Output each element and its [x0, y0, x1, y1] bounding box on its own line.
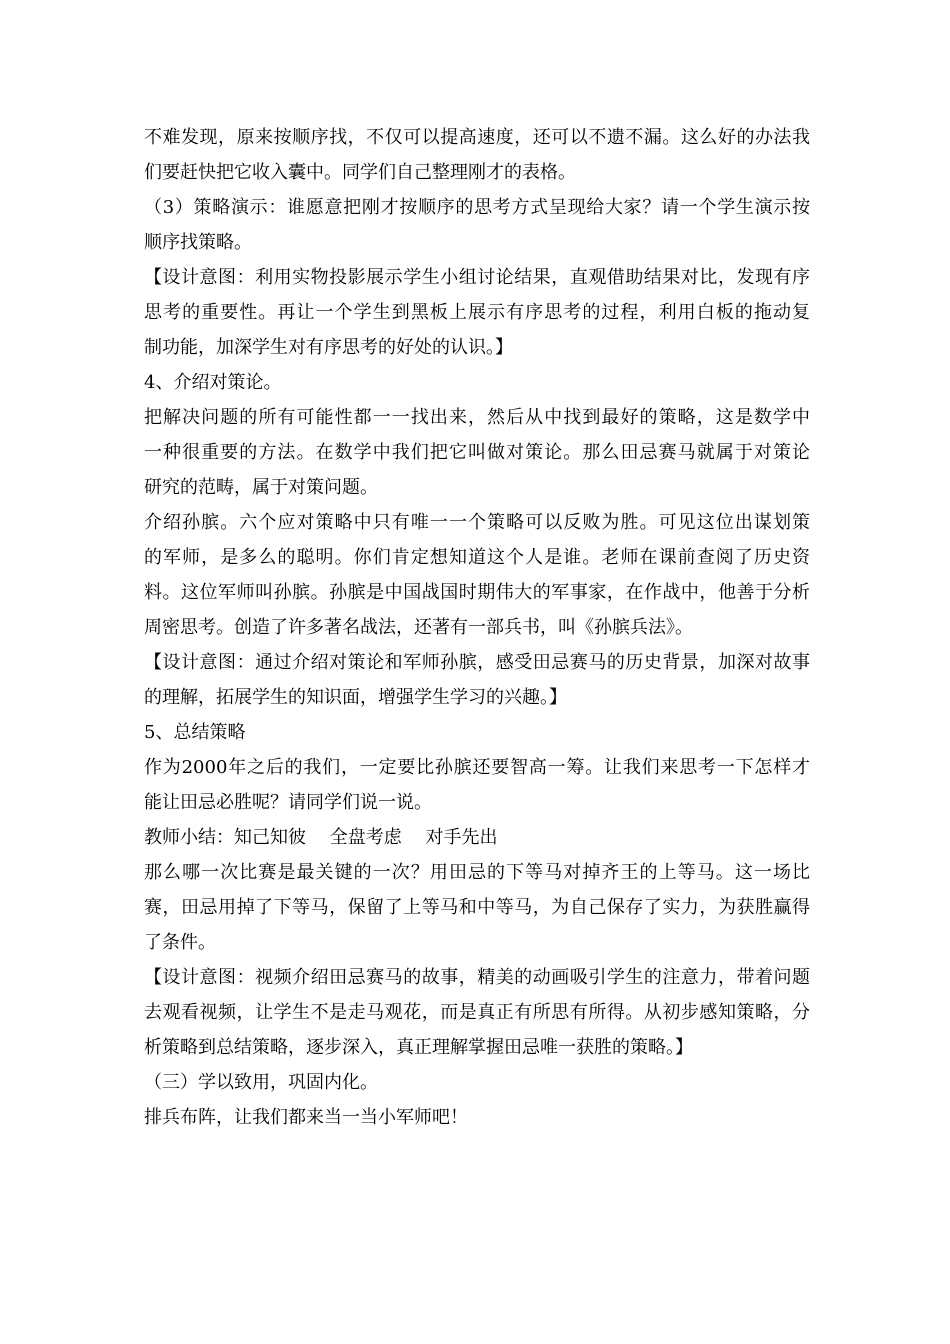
- paragraph-line: 介绍孙膑。六个应对策略中只有唯一一个策略可以反败为胜。可见这位出谋划策: [144, 512, 810, 533]
- design-intent-line: 【设计意图：视频介绍田忌赛马的故事，精美的动画吸引学生的注意力，带着问题: [144, 967, 810, 988]
- paragraph-line: 的军师，是多么的聪明。你们肯定想知道这个人是谁。老师在课前查阅了历史资: [144, 547, 810, 568]
- paragraph-line: 不难发现，原来按顺序找，不仅可以提高速度，还可以不遗不漏。这么好的办法我: [144, 127, 810, 148]
- design-intent-line: 的理解，拓展学生的知识面，增强学生学习的兴趣。】: [144, 687, 567, 708]
- paragraph-line: 们要赶快把它收入囊中。同学们自己整理刚才的表格。: [144, 162, 576, 183]
- design-intent-line: 【设计意图：利用实物投影展示学生小组讨论结果，直观借助结果对比，发现有序: [144, 267, 810, 288]
- design-intent-line: 析策略到总结策略，逐步深入，真正理解掌握田忌唯一获胜的策略。】: [144, 1037, 693, 1058]
- section-heading: （三）学以致用，巩固内化。: [144, 1072, 378, 1093]
- paragraph-line: 那么哪一次比赛是最关键的一次？用田忌的下等马对掉齐王的上等马。这一场比: [144, 862, 810, 883]
- design-intent-line: 思考的重要性。再让一个学生到黑板上展示有序思考的过程，利用白板的拖动复: [144, 302, 810, 323]
- paragraph-line: 排兵布阵，让我们都来当一当小军师吧！: [144, 1107, 468, 1128]
- teacher-summary-line: 教师小结：知己知彼 全盘考虑 对手先出: [144, 827, 498, 848]
- design-intent-line: 【设计意图：通过介绍对策论和军师孙膑，感受田忌赛马的历史背景，加深对故事: [144, 652, 810, 673]
- paragraph-line: 能让田忌必胜呢？请同学们说一说。: [144, 792, 432, 813]
- section-heading: 4、介绍对策论。: [144, 372, 282, 393]
- document-body: [144, 120, 810, 1135]
- paragraph-line: 把解决问题的所有可能性都一一找出来，然后从中找到最好的策略，这是数学中: [144, 407, 810, 428]
- section-heading: 5、总结策略: [144, 722, 246, 743]
- paragraph-line: 顺序找策略。: [144, 232, 252, 253]
- paragraph-line: 一种很重要的方法。在数学中我们把它叫做对策论。那么田忌赛马就属于对策论: [144, 442, 810, 463]
- paragraph-line: 料。这位军师叫孙膑。孙膑是中国战国时期伟大的军事家，在作战中，他善于分析: [144, 582, 810, 603]
- paragraph-line: 研究的范畴，属于对策问题。: [144, 477, 378, 498]
- paragraph-line: 赛，田忌用掉了下等马，保留了上等马和中等马，为自己保存了实力，为获胜赢得: [144, 897, 810, 918]
- paragraph-line: （3）策略演示：谁愿意把刚才按顺序的思考方式呈现给大家？请一个学生演示按: [144, 197, 810, 218]
- design-intent-line: 去观看视频，让学生不是走马观花，而是真正有所思有所得。从初步感知策略，分: [144, 1002, 810, 1023]
- paragraph-line: 作为2000年之后的我们，一定要比孙膑还要智高一筹。让我们来思考一下怎样才: [144, 757, 810, 778]
- paragraph-line: 周密思考。创造了许多著名战法，还著有一部兵书，叫《孙膑兵法》。: [144, 617, 693, 638]
- design-intent-line: 制功能，加深学生对有序思考的好处的认识。】: [144, 337, 513, 358]
- paragraph-line: 了条件。: [144, 932, 216, 953]
